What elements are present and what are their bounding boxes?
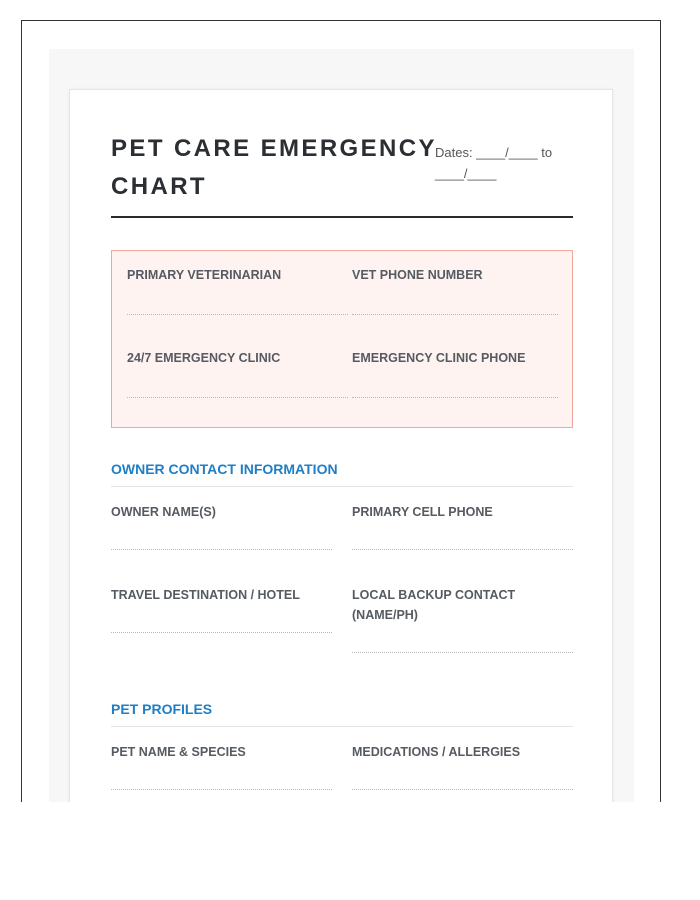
document-viewport — [21, 20, 661, 802]
field-label: PRIMARY CELL PHONE — [352, 505, 493, 519]
dates-field: Dates: ____/____ to ____/____ — [435, 145, 553, 181]
vet-phone-number-field — [352, 265, 558, 315]
field-label: PRIMARY VETERINARIAN — [127, 268, 282, 282]
field-label: PET NAME & SPECIES — [111, 745, 246, 759]
field-label: LOCAL BACKUP CONTACT (NAME/PH) — [352, 588, 516, 622]
primary-veterinarian-line[interactable] — [127, 314, 348, 315]
field-label: OWNER NAME(S) — [111, 505, 216, 519]
owner-contact-section-title: OWNER CONTACT INFORMATION — [111, 460, 573, 487]
field-label: MEDICATIONS / ALLERGIES — [352, 745, 521, 759]
primary-cell-phone-field — [352, 502, 573, 550]
medications-allergies-line[interactable] — [352, 789, 573, 790]
travel-destination-field — [111, 585, 332, 633]
local-backup-contact-line[interactable] — [352, 652, 573, 653]
veterinarian-box — [111, 250, 573, 428]
field-label: EMERGENCY CLINIC PHONE — [352, 351, 526, 365]
emergency-clinic-phone-field — [352, 348, 558, 398]
field-label: 24/7 EMERGENCY CLINIC — [127, 351, 281, 365]
page-backdrop — [49, 49, 634, 802]
local-backup-contact-field — [352, 585, 573, 653]
owner-name-field — [111, 502, 332, 550]
document-header — [111, 130, 573, 218]
field-label: VET PHONE NUMBER — [352, 268, 483, 282]
pet-name-species-line[interactable] — [111, 789, 332, 790]
primary-cell-phone-line[interactable] — [352, 549, 573, 550]
pet-name-species-field — [111, 742, 332, 790]
primary-veterinarian-field — [127, 265, 348, 315]
emergency-clinic-phone-line[interactable] — [352, 397, 558, 398]
medications-allergies-field — [352, 742, 573, 790]
document-sheet — [69, 89, 613, 802]
emergency-clinic-line[interactable] — [127, 397, 348, 398]
field-label: TRAVEL DESTINATION / HOTEL — [111, 588, 300, 602]
pet-profiles-section-title: PET PROFILES — [111, 700, 573, 727]
emergency-clinic-field — [127, 348, 348, 398]
travel-destination-line[interactable] — [111, 632, 332, 633]
document-title: PET CARE EMERGENCY CHART — [111, 135, 437, 200]
owner-name-line[interactable] — [111, 549, 332, 550]
vet-phone-number-line[interactable] — [352, 314, 558, 315]
